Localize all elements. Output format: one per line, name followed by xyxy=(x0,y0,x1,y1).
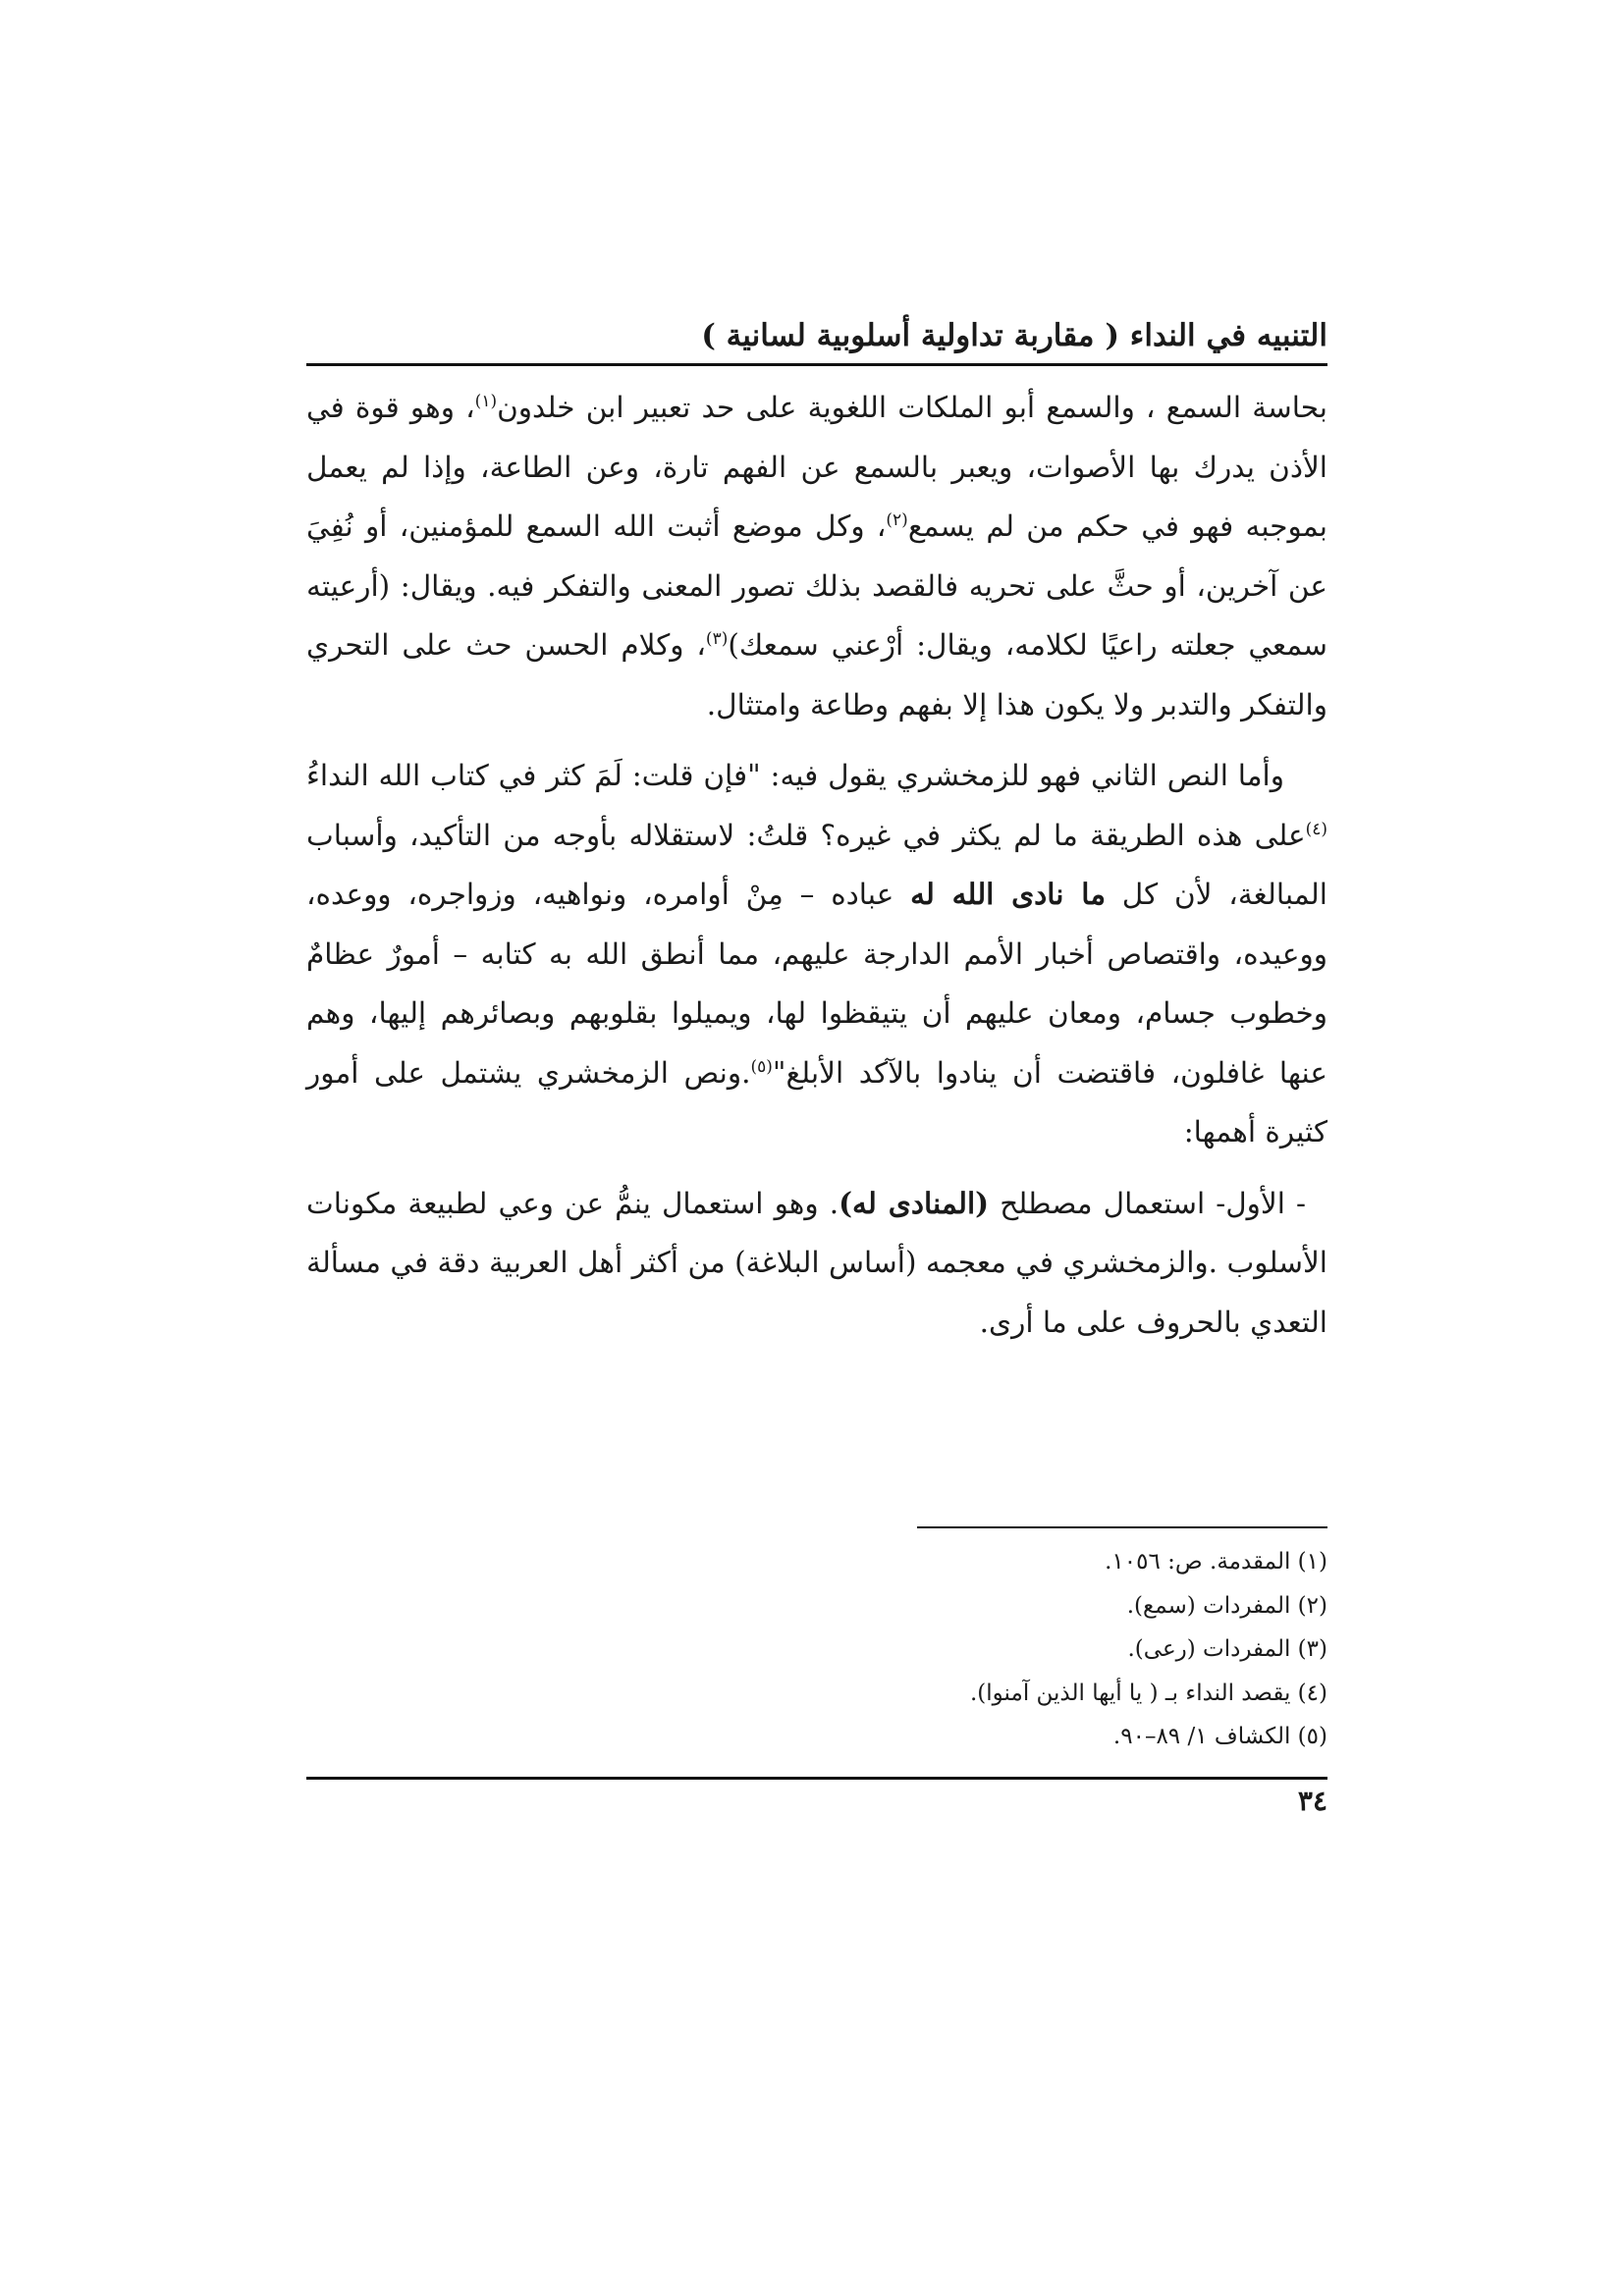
footnote-2: (٢) المفردات (سمع). xyxy=(1126,1592,1327,1619)
text-run: ، وهو قوة في الأذن يدرك بها الأصوات، ويعبر بالسمع عن الفهم تارة، وعن الطاعة، وإذا لم يعمل بموجبه فهو في حكم من لم يسمع xyxy=(306,391,1327,543)
paragraph-1 xyxy=(306,378,1327,734)
footnote-ref: (٤) xyxy=(1305,819,1327,839)
footnote-ref: (٢) xyxy=(886,510,908,531)
footnote-4: (٤) يقصد النداء بـ ( يا أيها الذين آمنوا). xyxy=(970,1680,1327,1706)
bold-text: ما نادى الله له xyxy=(910,877,1106,911)
text-run: على هذه الطريقة ما لم يكثر في غيره؟ قلتُ: لاستقلاله بأوجه من التأكيد، وأسباب المبالغة، لأن كل xyxy=(306,818,1327,911)
footnote-3: (٣) المفردات (رعى). xyxy=(1127,1636,1327,1662)
bold-text: (المنادى له) xyxy=(839,1185,990,1220)
footnote-ref: (١) xyxy=(474,392,498,412)
text-run: عباده – مِنْ أوامره، ونواهيه، وزواجره، ووعده، ووعيده، واقتصاص أخبار الأمم الدارجة عليهم، مما أنطق الله به كتابه – أمورٌ عظامٌ وخطوب جسام، ومعان عليهم أن يتيقظوا لها، ويميلوا بقلوبهم وبصائرهم إليها، وهم عنها غافلون، فاقتضت أن ينادوا بالآكد الأبلغ" xyxy=(306,878,1327,1090)
footnote-ref: (٥) xyxy=(750,1056,773,1077)
text-run: - الأول- استعمال مصطلح xyxy=(989,1186,1306,1220)
text-run: وأما النص الثاني فهو للزمخشري يقول فيه: "فإن قلت: لَمَ كثر في كتاب الله النداءُ xyxy=(306,759,1284,792)
footnote-5: (٥) الكشاف ١/ ٨٩–٩٠. xyxy=(1112,1724,1327,1749)
text-run: ، وكل موضع أثبت الله السمع للمؤمنين، أو نُفِيَ عن آخرين، أو حثَّ على تحريه فالقصد بذلك تصور المعنى والتفكر فيه. ويقال: (أرعيته سمعي جعلته راعيًا لكلامه، ويقال: أرْعني سمعك) xyxy=(306,509,1327,662)
paragraph-3 xyxy=(306,1174,1327,1353)
footnote-1: (١) المقدمة. ص: ١٠٥٦. xyxy=(1105,1549,1327,1575)
body-text xyxy=(306,378,1327,1352)
text-run: بحاسة السمع ، والسمع أبو الملكات اللغوية على حد تعبير ابن خلدون xyxy=(497,391,1327,424)
paragraph-2 xyxy=(306,746,1327,1162)
page-number: ٣٤ xyxy=(1297,1784,1327,1817)
text-run: ، وكلام الحسن حث على التحري والتفكر والتدبر ولا يكون هذا إلا بفهم وطاعة وامتثال. xyxy=(306,628,1327,721)
footnote-separator xyxy=(917,1526,1327,1528)
footnotes xyxy=(306,1540,1327,1759)
footnote-ref: (٣) xyxy=(705,629,729,650)
text-run: .ونص الزمخشري يشتمل على أمور كثيرة أهمها: xyxy=(306,1055,1327,1148)
text-run: . وهو استعمال ينمُّ عن وعي لطبيعة مكونات الأسلوب .والزمخشري في معجمه (أساس البلاغة) من أكثر أهل العربية دقة في مسألة التعدي بالحروف على ما أرى. xyxy=(306,1186,1327,1339)
running-title: التنبيه في النداء ( مقاربة تداولية أسلوبية لسانية ) xyxy=(306,312,1327,366)
page xyxy=(306,312,1327,1823)
